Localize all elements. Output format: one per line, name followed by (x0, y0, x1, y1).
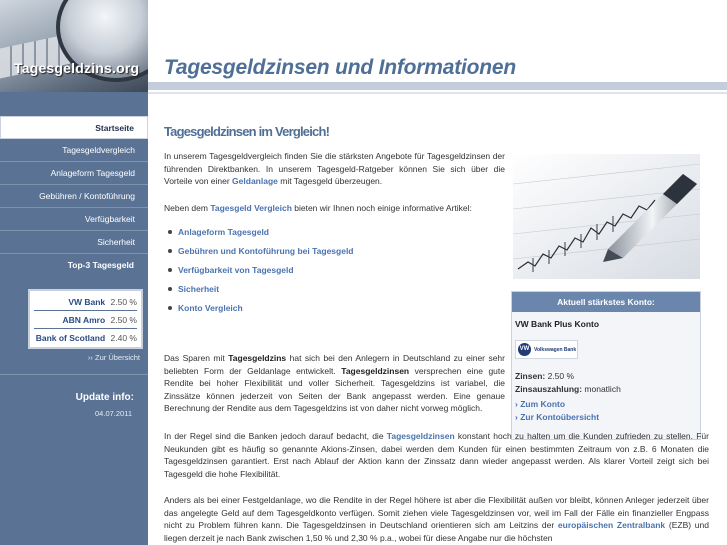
best-account-interest (515, 371, 574, 381)
interest-value: 2.50 % (545, 371, 575, 381)
page-title: Tagesgeldzinsen im Vergleich! (164, 124, 330, 139)
update-title: Update info: (75, 392, 134, 403)
intro2-text: bieten wir Ihnen noch einige informative Artikel: (291, 203, 472, 213)
best-account-name: VW Bank Plus Konto (515, 319, 600, 329)
sidebar (0, 0, 148, 545)
best-account-box (511, 291, 701, 440)
link-tagesgeld-vergleich[interactable]: Tagesgeld Vergleich (210, 203, 292, 213)
top3-bank[interactable]: VW Bank (68, 297, 106, 307)
body1-bold: Tagesgeldzinsen (341, 365, 410, 376)
logo-text: Tagesgeldzins.org (14, 60, 140, 76)
header-line (148, 92, 727, 94)
top3-rate: 2.40 % (110, 333, 137, 343)
nav-item-gebuehren[interactable]: Gebühren / Kontoführung (0, 185, 148, 208)
body-paragraph-2 (164, 430, 709, 480)
intro2-text: Neben dem (164, 203, 211, 213)
top3-rate: 2.50 % (110, 315, 137, 325)
overview-link[interactable]: ›› Zur Übersicht (87, 353, 140, 362)
intro-paragraph (164, 150, 505, 188)
top3-item[interactable] (34, 311, 137, 329)
best-account-payout (515, 384, 621, 394)
top3-item[interactable] (34, 329, 137, 347)
article-list (168, 226, 354, 321)
main-content (164, 124, 708, 149)
intro-text: mit Tagesgeld überzeugen. (277, 176, 383, 186)
top3-list (28, 289, 143, 349)
body3-text: Anders als bei einer Festgeldanlage, wo die Rendite in der Regel höhere ist aber die Flexibilität außen vor bleibt, können Anleger jederzeit über das angelegte Geld auf dem Tagesgeldkonto verfügen. Somit ziehen viele Tagesgeldzinsen vor, weil im Fall der Fälle ein finanzieller Engpass nicht zu Problem führen kann. Die Tagesgeldzinsen in Deutschland orientieren sich am Leitzins der (164, 495, 709, 530)
body-paragraph-3 (164, 494, 709, 544)
body2-text: konstant hoch zu halten um die Kunden zufrieden zu stellen. Für Neukunden gibt es häufig so genannte Akions-Zinsen, dabei werden dem Kunden für einen bestimmten Zeitraum von z.B. 6 Monaten die Tagesgeldzinsen garantiert. Erst nach Ablauf der Aktion kann der Zinssatz dann wieder angepasst werden. Als klarer Vorteil zeigt sich bei Tagesgeld die hohe Flexibilität. (164, 431, 709, 479)
body1-text: Das Sparen mit (164, 353, 229, 363)
nav-item-tagesgeldvergleich[interactable]: Tagesgeldvergleich (0, 139, 148, 162)
interest-label: Zinsen: (515, 371, 546, 381)
nav-item-startseite[interactable]: Startseite (0, 116, 148, 139)
body1-bold: Tagesgeldzins (228, 353, 287, 363)
body3-text: (EZB) und liegen derzeit je nach Bank zwischen 1,50 % und 2,30 % p.a., wobei für diese Angabe nur die höchsten (164, 520, 709, 543)
article-link[interactable]: Verfügbarkeit von Tagesgeld (168, 264, 354, 283)
top3-rate: 2.50 % (110, 297, 137, 307)
body-paragraph-1 (164, 352, 505, 415)
top3-bank[interactable]: ABN Amro (62, 315, 106, 325)
zum-konto-link[interactable]: › Zum Konto (515, 399, 566, 409)
stock-chart-pen-image (513, 154, 700, 279)
stock-chart-graphic (513, 154, 700, 279)
header-band (148, 82, 727, 90)
nav-item-sicherheit[interactable]: Sicherheit (0, 231, 148, 254)
article-link[interactable]: Sicherheit (168, 283, 354, 302)
top3-title: Top-3 Tagesgeld (67, 260, 134, 270)
payout-value: monatlich (582, 384, 621, 394)
page-header-title: Tagesgeldzinsen und Informationen (164, 56, 516, 79)
article-link[interactable]: Konto Vergleich (168, 302, 354, 321)
link-tagesgeldzinsen[interactable]: Tagesgeldzinsen (386, 431, 455, 441)
top3-bank[interactable]: Bank of Scotland (35, 333, 106, 343)
vw-logo-icon: VW (518, 343, 531, 356)
top3-item[interactable] (34, 293, 137, 311)
body1-text: hat sich bei den Anlegern in Deutschland zu einer sehr beliebten Form der Geldanlage entwickelt. (164, 353, 505, 376)
volkswagen-bank-logo[interactable] (515, 340, 578, 359)
site-logo[interactable] (0, 0, 148, 92)
link-ezb[interactable]: europäischen Zentralbank (557, 520, 666, 530)
nav-item-verfuegbarkeit[interactable]: Verfügbarkeit (0, 208, 148, 231)
best-account-header: Aktuell stärkstes Konto: (512, 292, 700, 312)
body2-text: In der Regel sind die Banken jedoch darauf bedacht, die (164, 431, 387, 441)
link-geldanlage[interactable]: Geldanlage (232, 176, 278, 186)
sidebar-divider (0, 374, 148, 375)
main-navigation (0, 116, 148, 254)
zur-kontouebersicht-link[interactable]: › Zur Kontoübersicht (515, 412, 600, 422)
intro-text: In unserem Tagesgeldvergleich finden Sie die stärksten Angebote für Tagesgeldzinsen der führenden Direktbanken. In unserem Tagesgeld-Ratgeber können Sie sich über die Vorteile von einer (164, 151, 505, 186)
vw-logo-text: Volkswagen Bank (534, 346, 577, 353)
article-link[interactable]: Anlageform Tagesgeld (168, 226, 354, 245)
body1-text: versprechen eine gute Rendite bei hoher Flexibilität und voller Sicherheit. Tagesgeldzins ist variabel, die Zinssätze können jederzeit von Seiten der Bank angepasst werden. Eine genaue Berechnung der Rendite aus dem Tagesgeldzins ist von daher nicht vorweg möglich. (164, 365, 505, 413)
update-date: 04.07.2011 (95, 409, 132, 418)
intro-paragraph-2 (164, 202, 505, 215)
nav-item-anlageform[interactable]: Anlageform Tagesgeld (0, 162, 148, 185)
payout-label: Zinsauszahlung: (515, 384, 583, 394)
article-link[interactable]: Gebühren und Kontoführung bei Tagesgeld (168, 245, 354, 264)
